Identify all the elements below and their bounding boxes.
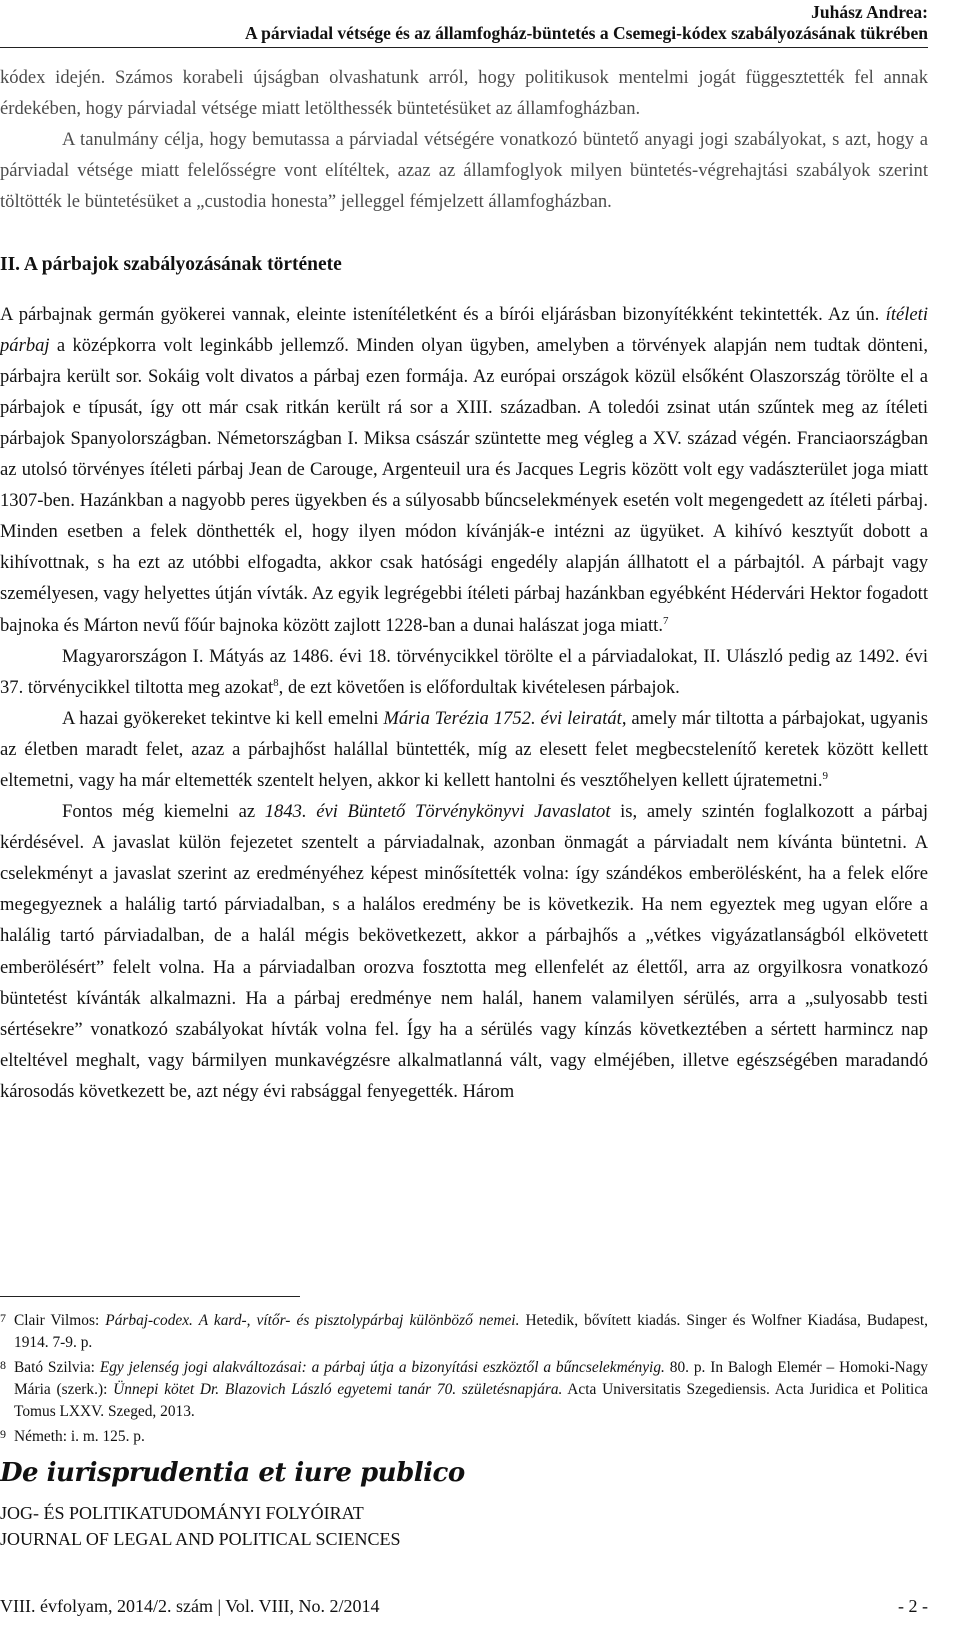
paragraph-4 [0,641,928,703]
header-rule [0,47,928,48]
p6-text-a: Fontos még kiemelni az [62,801,265,823]
journal-logo: De iurisprudentia et iure publico [0,1458,465,1488]
p6-text-b: is, amely szintén foglalkozott a párbaj kérdésével. A javaslat külön fejezetet szentelt a párviadalnak, azonban önmagát a párviadalt nem kívánta büntetni. A cselekményt a javaslat szerint az eredményéhez képest minősítették volna: így szándékos emberölésként, ha a felek előre megegyeznek a halálig tartó párviadalban, s a halálos eredmény be is következik. Ha nem egyeztek meg ugyan előre a halálig tartó párviadalban, de a halál mégis bekövetkezett, akkor a párbajhős a „vétkes vigyázatlanságból elkövetett emberölésért” felelt volna. Ha a párviadalban orozva fosztotta meg ellenfelét az élettől, arra az orgyilkosra vonatkozó büntetést kívánták alkalmazni. Ha a párbaj eredménye nem halál, hanem valamilyen sérülés, arra a „sulyosabb testi sértésekre” vonatkozó szabályokat hívták volna fel. Így ha a sérülés vagy kínzás következtében a sértett harmincz nap elteltével meghalt, vagy bármilyen munkavégzésre alkalmatlanná vált, vagy elméjében, illetve egészségében maradandó károsodás következett be, azt négy évi rabsággal fenyegették. Három [0,801,928,1102]
footnote-text: Németh: i. m. 125. p. [14,1428,145,1445]
running-header [245,2,928,44]
footnote-9 [0,1423,928,1448]
footnote-8 [0,1354,928,1423]
footnote-ref-8[interactable]: 8 [273,676,279,689]
p4-text-b: , de ezt követően is előfordultak kivételesen párbajok. [278,676,680,698]
footnote-italic: Egy jelenség jogi alakváltozásai: a párbaj útja a bizonyítási eszköztől a bűncselekményig. [99,1359,665,1376]
footnote-number: 8 [0,1358,6,1372]
footnote-separator [0,1296,300,1297]
journal-line-1: JOG- ÉS POLITIKATUDOMÁNYI FOLYÓIRAT [0,1503,364,1523]
footnote-ref-9[interactable]: 9 [822,769,828,782]
footnote-italic: Párbaj-codex. A kard-, vítőr- és pisztolypárbaj különböző nemei. [105,1312,520,1329]
footnote-ref-7[interactable]: 7 [662,614,669,627]
footnote-7 [0,1307,928,1354]
p5-text-a: A hazai gyökereket tekintve ki kell emelni [62,707,384,729]
footnote-text: Acta Universitatis Szegediensis. Acta Juridica et Politica Tomus LXXV. Szeged, 2013. [14,1381,928,1420]
page-footer [0,1596,928,1617]
p5-text-b: , amely már tiltotta a párbajokat, ugyanis az életben maradt felet, azaz a párbajhőst halállal büntették, míg az elesett felet megbecstelenítő keretek között kellett eltemetni, vagy ha már eltemették szentelt helyen, akkor ki kellett hantolni és vesztőhelyen kellett újratemetni. [0,707,928,791]
section-heading: II. A párbajok szabályozásának története [0,254,342,276]
paragraph-5 [0,703,928,796]
p3-text-b: a középkorra volt leginkább jellemző. Minden olyan ügyben, amelyben a törvények alapján nem tudtak dönteni, párbajra került sor. Sokáig volt divatos a párbaj ezen formája. Az európai országok közül elsőként Olaszország törölte el a párbajok e típusát, így ott már csak ritkán került rá sor a XIII. században. A toledói zsinat után szűntek meg az ítéleti párbajok Spanyolországban. Németországban I. Miksa császár szüntette meg végleg a XV. század végén. Franciaországban az utolsó törvényes ítéleti párbaj Jean de Carouge, Argenteuil ura és Jacques Legris között volt egy vadászterület joga miatt 1307-ben. Hazánkban a nagyobb peres ügyekben és a súlyosabb bűncselekmények esetén volt megengedett az ítéleti párbaj. Minden esetben a felek dönthették el, hogy ilyen módon kívánják-e intézni az ügyüket. A kihívó kesztyűt dobott a kihívottnak, s ha ezt az utóbbi elfogadta, akkor csak hatósági engedély alapján állhatott el a párbajtól. A párbajt vagy személyesen, vagy helyettes útján vívták. Az egyik legrégebbi ítéleti párbaj hazánkban egyébként Hédervári Hektor fogadott bajnoka és Márton nevű főúr bajnoka között zajlott 1228-ban a dunai halászat joga miatt. [0,334,928,636]
journal-info [0,1500,401,1552]
issue-info: VIII. évfolyam, 2014/2. szám | Vol. VIII, No. 2/2014 [0,1596,380,1616]
body-text [0,62,928,1107]
footnote-text: 80. p. In Balogh Elemér – Homoki-Nagy Mária (szerk.): [14,1359,928,1398]
journal-line-2: JOURNAL OF LEGAL AND POLITICAL SCIENCES [0,1529,401,1549]
p5-italic: Mária Terézia 1752. évi leiratát [383,707,622,729]
p6-italic: 1843. évi Büntető Törvénykönyvi Javaslatot [264,801,611,823]
p3-italic: ítéleti párbaj [0,303,928,356]
p4-text-a: Magyarországon I. Mátyás az 1486. évi 18. törvénycikkel törölte el a párviadalokat, II. Ulászló pedig az 1492. évi 37. törvénycikkel tiltotta meg azokat [0,645,928,698]
page-number: - 2 - [898,1596,928,1616]
footnote-number: 9 [0,1427,6,1441]
p3-text-a: A párbajnak germán gyökerei vannak, eleinte istenítéletként és a bírói eljárásban bizonyítékként tekintették. Az ún. [0,303,886,325]
footnote-italic: Ünnepi kötet Dr. Blazovich László egyetemi tanár 70. születésnapjára. [113,1381,563,1398]
footnote-text: Clair Vilmos: [14,1312,106,1329]
paragraph-1: kódex idején. Számos korabeli újságban olvashatunk arról, hogy politikusok mentelmi jogát függesztették fel annak érdekében, hogy párviadal vétsége miatt letölthessék büntetésüket az államfogházban. [0,67,928,120]
footnotes [0,1307,928,1448]
header-title: A párviadal vétsége és az államfogház-büntetés a Csemegi-kódex szabályozásának tükrében [245,23,928,43]
footnote-number: 7 [0,1311,6,1325]
footnote-text: Bató Szilvia: [14,1359,100,1376]
footnote-text: Hetedik, bővített kiadás. Singer és Wolfner Kiadása, Budapest, 1914. 7-9. p. [14,1312,928,1351]
header-author: Juhász Andrea: [811,2,928,22]
paragraph-2: A tanulmány célja, hogy bemutassa a párviadal vétségére vonatkozó büntető anyagi jogi szabályokat, s azt, hogy a párviadal vétsége miatt felelősségre vont elítéltek, azaz az államfoglyok milyen büntetés-végrehajtási szabályok szerint töltötték le büntetésüket a „custodia honesta” jelleggel fémjelzett államfogházban. [0,129,928,213]
paragraph-3 [0,299,928,641]
paragraph-6 [0,796,928,1107]
